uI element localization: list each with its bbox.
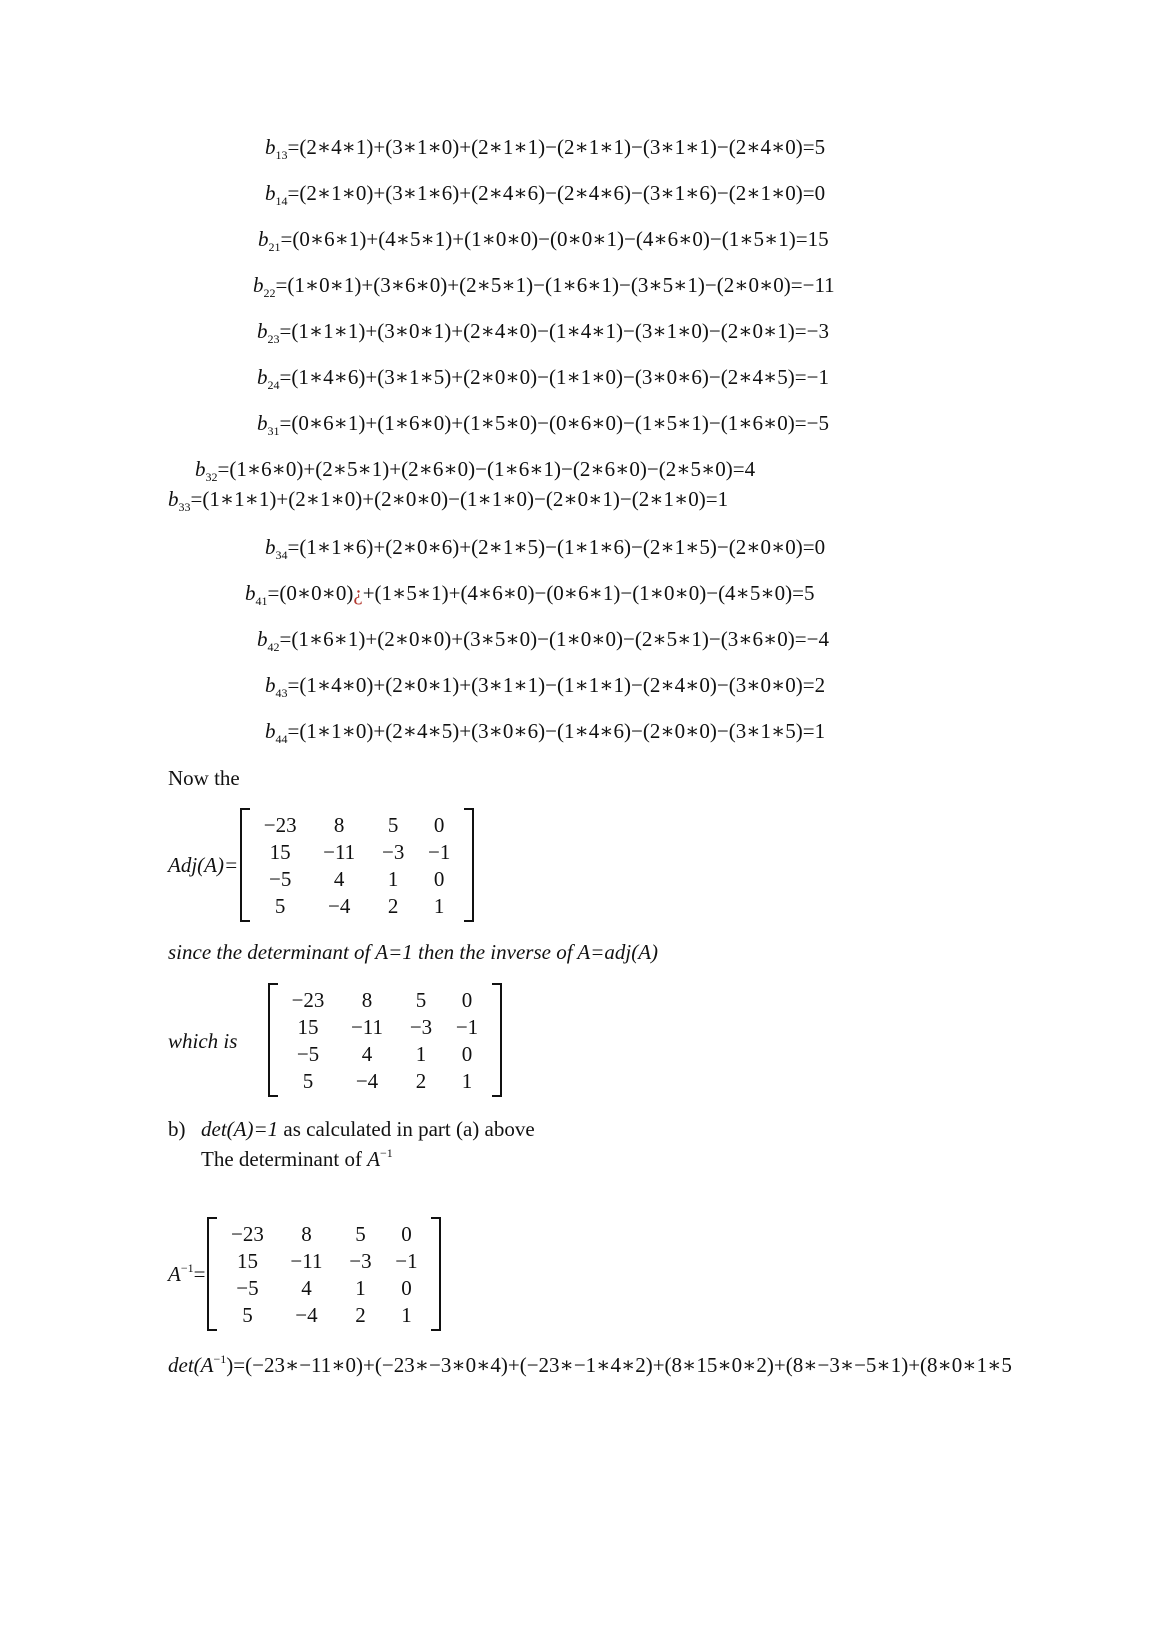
cofactor-equation-b41: $b_{41}=(0∗0∗0)¿+(1∗5∗1)+(4∗6∗0)-(0∗6∗1)-(1∗0∗0)-(4∗5∗0)=5$ xyxy=(245,581,815,608)
matrix-cell-r4c4: 1 xyxy=(401,1302,412,1327)
matrix-cell-r4c4: 1 xyxy=(461,1068,473,1093)
cofactor-equation-b34: $b_{34}=(1∗1∗6)+(2∗0∗6)+(2∗1∗5)-(1∗1∗6)-(2∗1∗5)-(2∗0∗0)=0$ xyxy=(265,535,826,562)
matrix-cell-r3c3: 1 xyxy=(355,1275,366,1300)
a-inverse-matrix-cells xyxy=(217,1221,431,1328)
matrix-cell-r4c3: 2 xyxy=(355,1302,366,1327)
matrix-cell-r1c4: 0 xyxy=(433,812,445,837)
a-inverse-matrix-block xyxy=(168,1217,441,1331)
det-a-text: as calculated in part (a) above xyxy=(278,1117,535,1141)
inverse-matrix-block xyxy=(268,983,502,1097)
matrix-cell-r3c3: 1 xyxy=(415,1041,427,1066)
matrix-cell-r4c2: −4 xyxy=(355,1068,379,1093)
a-inverse-sup: −1 xyxy=(380,1146,393,1160)
cofactor-equation-b42: $b_{42}=(1∗6∗1)+(2∗0∗0)+(3∗5∗0)-(1∗0∗0)-(2∗5∗1)-(3∗6∗0)=-4$ xyxy=(257,627,829,654)
matrix-cell-r2c4: −1 xyxy=(455,1014,479,1039)
matrix-cell-r3c3: 1 xyxy=(387,866,399,891)
adj-matrix-cells xyxy=(250,812,464,919)
matrix-cell-r4c2: −4 xyxy=(295,1302,318,1327)
cofactor-equation-b22: $b_{22}=(1∗0∗1)+(3∗6∗0)+(2∗5∗1)-(1∗6∗1)-(3∗5∗1)-(2∗0∗0)=-11$ xyxy=(253,273,835,300)
det-of-text: The determinant of xyxy=(201,1147,368,1171)
a-inverse-label: $A^{-1}=$ xyxy=(168,1261,206,1286)
adj-matrix-block xyxy=(168,808,474,922)
right-bracket xyxy=(431,1217,441,1331)
matrix-cell-r3c4: 0 xyxy=(461,1041,473,1066)
matrix-cell-r1c4: 0 xyxy=(401,1221,412,1246)
matrix-cell-r2c2: −11 xyxy=(290,1248,323,1273)
matrix-cell-r2c3: −3 xyxy=(381,839,405,864)
matrix-cell-r1c1: −23 xyxy=(263,812,297,837)
matrix-cell-r3c4: 0 xyxy=(401,1275,412,1300)
right-bracket xyxy=(464,808,474,922)
cofactor-equation-b21: $b_{21}=(0∗6∗1)+(4∗5∗1)+(1∗0∗0)-(0∗0∗1)-(4∗6∗0)-(1∗5∗1)=15$ xyxy=(258,227,829,254)
matrix-cell-r4c1: 5 xyxy=(302,1068,314,1093)
part-b-line2 xyxy=(201,1146,393,1172)
matrix-cell-r4c1: 5 xyxy=(274,893,286,918)
matrix-cell-r1c2: 8 xyxy=(333,812,345,837)
inverse-matrix-cells xyxy=(278,987,492,1094)
cofactor-equation-b13: $b_{13}=(2∗4∗1)+(3∗1∗0)+(2∗1∗1)-(2∗1∗1)-(3∗1∗1)-(2∗4∗0)=5$ xyxy=(265,135,826,162)
matrix-cell-r1c1: −23 xyxy=(291,987,325,1012)
matrix-cell-r2c1: 15 xyxy=(297,1014,319,1039)
left-bracket xyxy=(240,808,250,922)
cofactor-equation-b14: $b_{14}=(2∗1∗0)+(3∗1∗6)+(2∗4∗6)-(2∗4∗6)-(3∗1∗6)-(2∗1∗0)=0$ xyxy=(265,181,826,208)
cofactor-equation-b32: $b_{32}=(1∗6∗0)+(2∗5∗1)+(2∗6∗0)-(1∗6∗1)-(2∗6∗0)-(2∗5∗0)=4$ xyxy=(195,457,756,484)
matrix-cell-r4c3: 2 xyxy=(415,1068,427,1093)
cofactor-equation-b31: $b_{31}=(0∗6∗1)+(1∗6∗0)+(1∗5∗0)-(0∗6∗0)-(1∗5∗1)-(1∗6∗0)=-5$ xyxy=(257,411,829,438)
cofactor-equation-b43: $b_{43}=(1∗4∗0)+(2∗0∗1)+(3∗1∗1)-(1∗1∗1)-(2∗4∗0)-(3∗0∗0)=2$ xyxy=(265,673,826,700)
matrix-cell-r2c4: −1 xyxy=(427,839,451,864)
cofactor-equation-b23: $b_{23}=(1∗1∗1)+(3∗0∗1)+(2∗4∗0)-(1∗4∗1)-(3∗1∗0)-(2∗0∗1)=-3$ xyxy=(257,319,829,346)
matrix-cell-r4c3: 2 xyxy=(387,893,399,918)
matrix-cell-r2c4: −1 xyxy=(395,1248,418,1273)
matrix-cell-r1c1: −23 xyxy=(231,1221,264,1246)
matrix-cell-r1c2: 8 xyxy=(361,987,373,1012)
since-line: since the determinant of A=1 then the inverse of A=adj(A) xyxy=(168,940,659,964)
matrix-cell-r4c1: 5 xyxy=(242,1302,253,1327)
matrix-cell-r2c2: −11 xyxy=(323,839,356,864)
cofactor-equation-b44: $b_{44}=(1∗1∗0)+(2∗4∗5)+(3∗0∗6)-(1∗4∗6)-(2∗0∗0)-(3∗1∗5)=1$ xyxy=(265,719,826,746)
matrix-cell-r1c3: 5 xyxy=(387,812,399,837)
matrix-cell-r2c3: −3 xyxy=(409,1014,433,1039)
cofactor-equation-b33: $b_{33}=(1∗1∗1)+(2∗1∗0)+(2∗0∗0)-(1∗1∗0)-(2∗0∗1)-(2∗1∗0)=1$ xyxy=(168,487,729,514)
det-inverse-expansion: $\det(A^{-1})=(-23∗-11∗0)+(-23∗-3∗0∗4)+(-23∗-1∗4∗2)+(8∗15∗0∗2)+(8∗-3∗-5∗1)+(8∗0∗1∗5$ xyxy=(168,1352,1012,1377)
matrix-cell-r3c4: 0 xyxy=(433,866,445,891)
cofactor-equation-b24: $b_{24}=(1∗4∗6)+(3∗1∗5)+(2∗0∗0)-(1∗1∗0)-(3∗0∗6)-(2∗4∗5)=-1$ xyxy=(257,365,829,392)
matrix-cell-r1c3: 5 xyxy=(415,987,427,1012)
matrix-cell-r1c2: 8 xyxy=(301,1221,312,1246)
matrix-cell-r2c1: 15 xyxy=(269,839,291,864)
matrix-cell-r3c1: −5 xyxy=(296,1041,320,1066)
matrix-cell-r3c1: −5 xyxy=(236,1275,259,1300)
part-b-marker: b) xyxy=(168,1117,186,1141)
now-the-text: Now the xyxy=(168,766,240,790)
matrix-cell-r2c2: −11 xyxy=(350,1014,384,1039)
matrix-cell-r3c2: 4 xyxy=(361,1041,373,1066)
left-bracket xyxy=(207,1217,217,1331)
det-a-expr: det(A)=1 xyxy=(201,1117,279,1141)
which-is-label: which is xyxy=(168,1029,238,1053)
matrix-cell-r4c4: 1 xyxy=(433,893,445,918)
part-b-line1 xyxy=(201,1116,535,1142)
right-bracket xyxy=(492,983,502,1097)
matrix-cell-r2c1: 15 xyxy=(236,1248,258,1273)
matrix-cell-r1c4: 0 xyxy=(461,987,473,1012)
matrix-cell-r3c1: −5 xyxy=(268,866,292,891)
matrix-cell-r2c3: −3 xyxy=(349,1248,372,1273)
a-inverse-symbol: A xyxy=(367,1147,381,1171)
matrix-cell-r3c2: 4 xyxy=(333,866,345,891)
matrix-cell-r1c3: 5 xyxy=(355,1221,366,1246)
adj-label: Adj(A)= xyxy=(168,853,239,877)
matrix-cell-r3c2: 4 xyxy=(301,1275,312,1300)
matrix-cell-r4c2: −4 xyxy=(327,893,351,918)
left-bracket xyxy=(268,983,278,1097)
